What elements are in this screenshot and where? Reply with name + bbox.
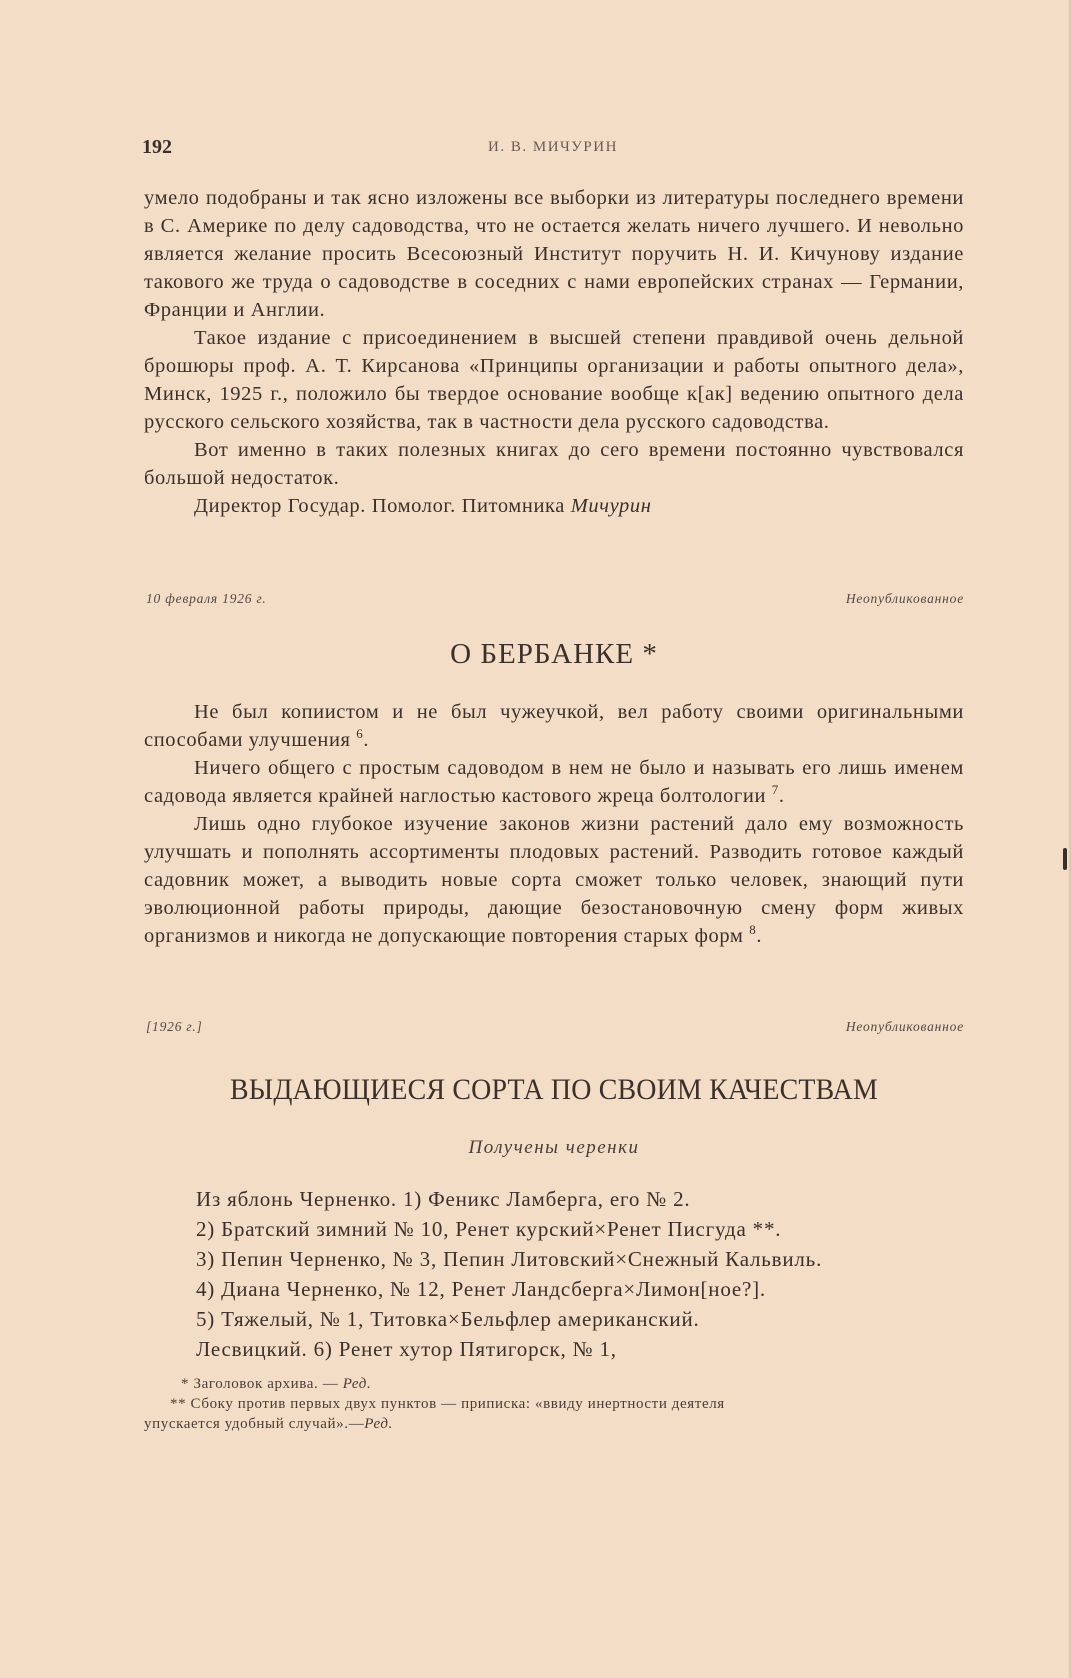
paragraph-continuation: умело подобраны и так ясно изложены все выборки из литературы последнего времени в С. Америке по делу садоводства, что не остается желать ничего лучшего. И невольно является желание просить Всесоюзный Институт поручить Н. И. Кичунову издание такового же труда о садоводстве в соседних с нами европейских странах — Германии, Франции и Англии.	[144, 187, 964, 321]
paragraph: Вот именно в таких полезных книгах до сего времени постоянно чувствовался большой недостаток.	[144, 439, 964, 489]
page-number: 192	[142, 136, 172, 158]
footnote-1	[144, 1374, 968, 1394]
footnotes	[144, 1374, 968, 1434]
paragraph	[144, 754, 964, 810]
running-head: И. В. МИЧУРИН	[488, 139, 618, 155]
footnote-2-continuation	[144, 1414, 968, 1434]
letter-body	[144, 184, 964, 520]
signature-title: Директор Государ. Помолог. Питомника	[194, 495, 571, 517]
letter-meta	[144, 591, 964, 609]
page-header	[142, 136, 964, 160]
list-item: 5) Тяжелый, № 1, Титовка×Бельфлер американский.	[196, 1307, 700, 1331]
section-title-sorta: ВЫДАЮЩИЕСЯ СОРТА ПО СВОИМ КАЧЕСТВАМ	[230, 1073, 878, 1106]
footnote-editor: Ред.	[342, 1376, 372, 1392]
note-ref: 8	[749, 922, 757, 938]
section-title-berbank: О БЕРБАНКЕ *	[450, 638, 658, 670]
paragraph: Такое издание с присоединением в высшей степени правдивой очень дельной брошюры проф. А. Т. Кирсанова «Принципы организации и работы опытного дела», Минск, 1925 г., положило бы твердое основание вообще к[ак] ведению опытного дела русского сельского хозяйства, так в частности дела русского садоводства.	[144, 327, 964, 433]
signature-line	[144, 492, 964, 520]
binding-mark	[1063, 848, 1067, 870]
list-item: 3) Пепин Черненко, № 3, Пепин Литовский×Снежный Кальвиль.	[196, 1247, 823, 1271]
berbank-meta	[144, 1019, 964, 1037]
section-subtitle: Получены черенки	[468, 1137, 640, 1158]
signature-name: Мичурин	[570, 495, 652, 517]
cuttings-list	[196, 1184, 966, 1364]
footnote-text: * Заголовок архива. —	[181, 1376, 343, 1392]
letter-date: 10 февраля 1926 г.	[146, 591, 267, 606]
publication-status: Неопубликованное	[845, 1019, 964, 1034]
note-ref: 6	[356, 726, 364, 742]
paragraph-end: .	[363, 729, 370, 751]
paragraph	[144, 810, 964, 950]
list-item: 2) Братский зимний № 10, Ренет курский×Ренет Писгуда **.	[196, 1217, 782, 1241]
paragraph	[144, 698, 964, 754]
paragraph-end: .	[756, 925, 763, 947]
publication-status: Неопубликованное	[845, 591, 964, 606]
paragraph-text: Лишь одно глубокое изучение законов жизни растений дало ему возможность улучшать и пополнять ассортименты плодовых растений. Разводить готовое каждый садовник может, а выводить новые сорта сможет только человек, знающий пути эволюционной работы природы, дающие безостановочную смену форм живых организмов и никогда не допускающие повторения старых форм	[144, 813, 964, 947]
footnote-text: упускается удобный случай».—	[144, 1416, 365, 1432]
footnote-2: ** Сбоку против первых двух пунктов — приписка: «ввиду инертности деятеля	[170, 1396, 725, 1412]
note-ref: 7	[771, 782, 779, 798]
list-item: Из яблонь Черненко. 1) Феникс Ламберга, его № 2.	[196, 1187, 691, 1211]
list-item: 4) Диана Черненко, № 12, Ренет Ландсберга×Лимон[ное?].	[196, 1277, 766, 1301]
berbank-body	[144, 698, 964, 950]
paragraph-end: .	[778, 785, 785, 807]
footnote-editor: Ред.	[364, 1416, 393, 1432]
paragraph-text: Ничего общего с простым садоводом в нем не было и называть его лишь именем садовода является крайней наглостью кастового жреца болтологии	[144, 757, 964, 807]
list-item: Лесвицкий. 6) Ренет хутор Пятигорск, № 1,	[196, 1337, 617, 1361]
berbank-date: [1926 г.]	[146, 1019, 203, 1034]
paragraph-text: Не был копиистом и не был чужеучкой, вел работу своими оригинальными способами улучшения	[144, 701, 964, 751]
